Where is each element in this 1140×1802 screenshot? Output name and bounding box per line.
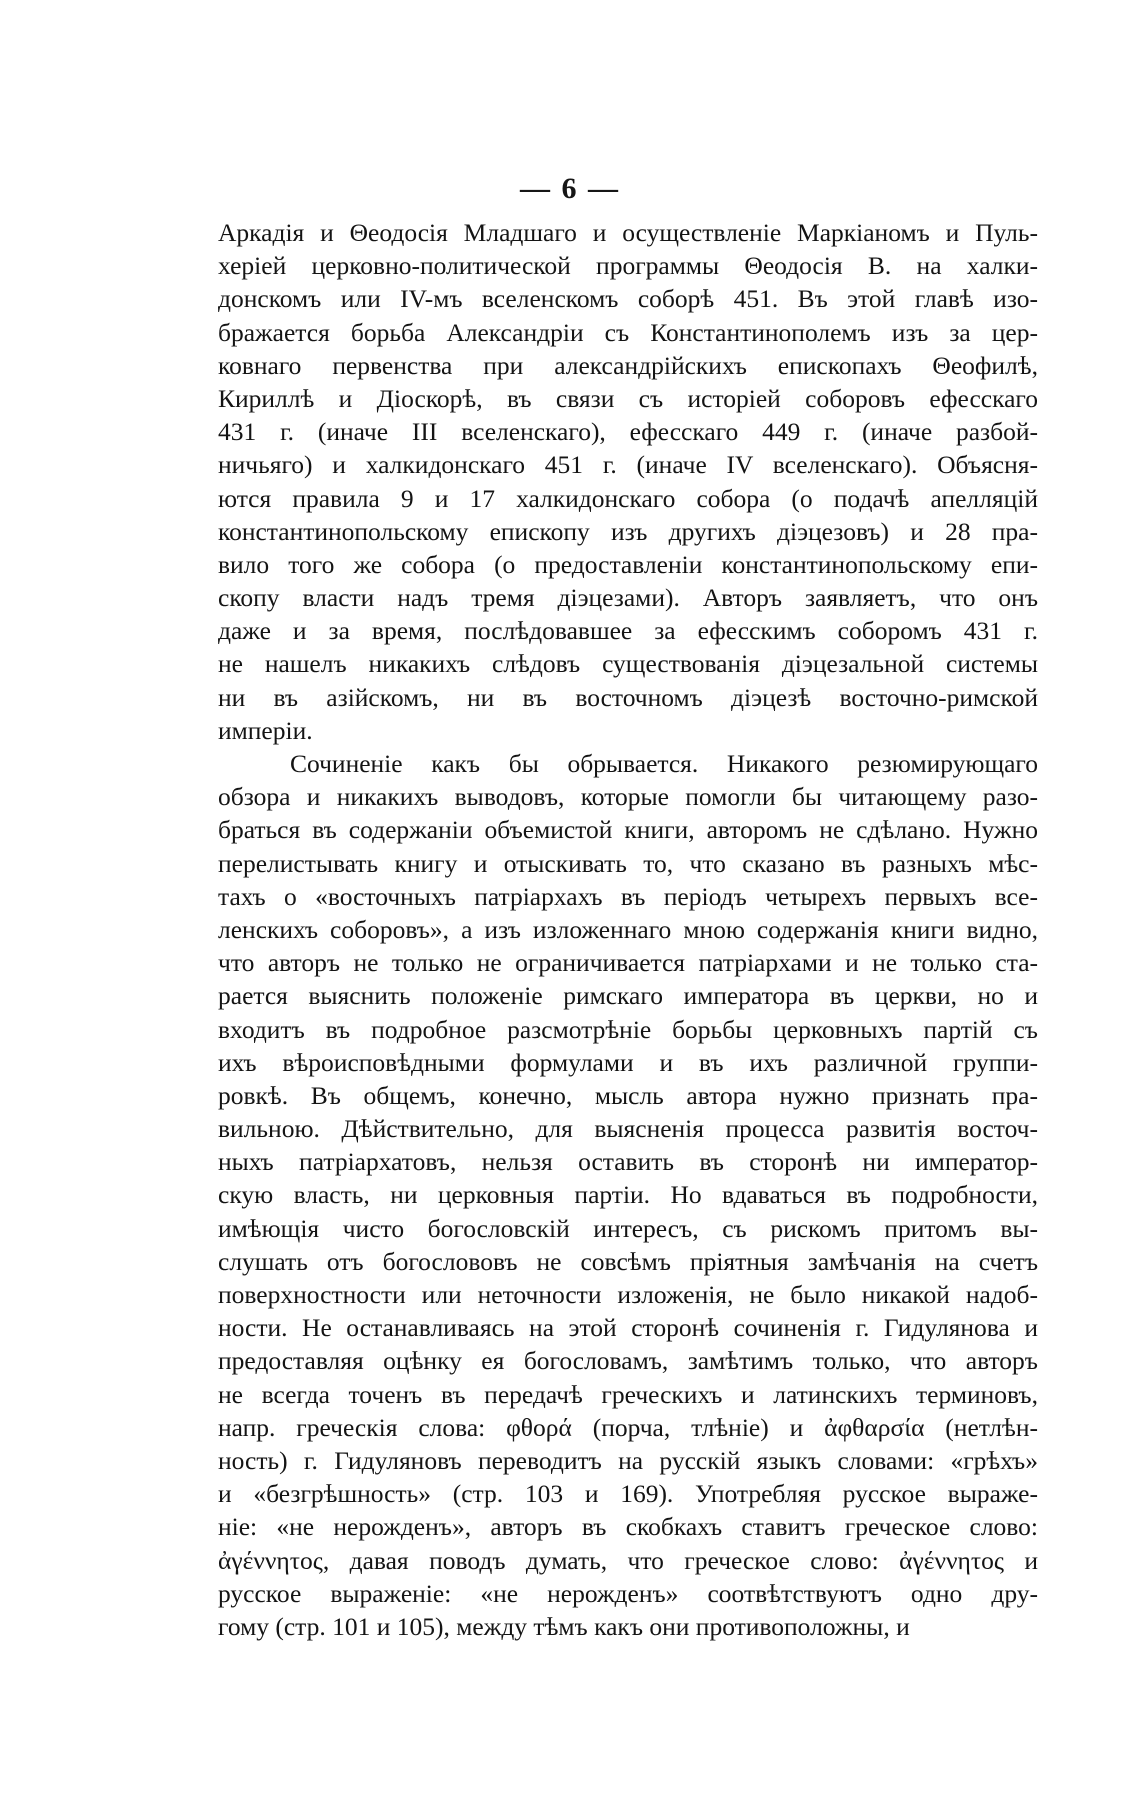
paragraph: [218, 747, 1038, 1643]
text-line: и «безгрѣшность» (стр. 103 и 169). Употребляя русское выраже-: [218, 1479, 1038, 1509]
body-text: [218, 216, 1038, 1643]
text-line: бражается борьба Александріи съ Константинополемъ изъ за цер-: [218, 317, 1038, 347]
text-line: не нашелъ никакихъ слѣдовъ существованія діэцезальной системы: [218, 649, 1038, 679]
text-line: ἀγέννητος, давая поводъ думать, что греческое слово: ἀγέννητος и: [218, 1545, 1038, 1575]
text-line: напр. греческія слова: φθορά (порча, тлѣніе) и ἀφθαρσία (нетлѣн-: [218, 1412, 1038, 1442]
text-line: поверхностности или неточности изложенія, не было никакой надоб-: [218, 1280, 1038, 1309]
text-line: ихъ вѣроисповѣдными формулами и въ ихъ различной группи-: [218, 1047, 1038, 1077]
text-line: херіей церковно-политической программы Θеодосія В. на халки-: [218, 251, 1038, 281]
text-line: вило того же собора (о предоставленіи константинопольскому епи-: [218, 549, 1038, 579]
text-line: скую власть, ни церковныя партіи. Но вдаваться въ подробности,: [218, 1180, 1038, 1210]
text-line: ковнаго первенства при александрійскихъ епископахъ Θеофилѣ,: [218, 350, 1038, 380]
text-line: ни въ азійскомъ, ни въ восточномъ діэцезѣ восточно-римской: [218, 682, 1038, 712]
text-line: гому (стр. 101 и 105), между тѣмъ какъ они противоположны, и: [218, 1611, 910, 1641]
text-line: Аркадія и Θеодосія Младшаго и осуществленіе Маркіаномъ и Пуль-: [218, 218, 1038, 247]
text-line: ются правила 9 и 17 халкидонскаго собора (о подачѣ апелляцій: [218, 483, 1038, 513]
text-line: не всегда точенъ въ передачѣ греческихъ и латинскихъ терминовъ,: [218, 1379, 1038, 1409]
text-line: ровкѣ. Въ общемъ, конечно, мысль автора нужно признать пра-: [218, 1080, 1038, 1110]
text-line: имѣющія чисто богословскій интересъ, съ рискомъ притомъ вы-: [218, 1213, 1038, 1243]
text-line: ныхъ патріархатовъ, нельзя оставить въ сторонѣ ни император-: [218, 1147, 1038, 1177]
text-line: Сочиненіе какъ бы обрывается. Никакого резюмирующаго: [290, 749, 1038, 778]
text-line: даже и за время, послѣдовавшее за ефесскимъ соборомъ 431 г.: [218, 616, 1038, 646]
paragraph: [218, 216, 1038, 747]
text-line: рается выяснить положеніе римскаго императора въ церкви, но и: [218, 981, 1038, 1011]
text-line: Кириллѣ и Діоскорѣ, въ связи съ исторіей соборовъ ефесскаго: [218, 383, 1038, 413]
text-line: тахъ о «восточныхъ патріархахъ въ періодъ четырехъ первыхъ все-: [218, 881, 1038, 911]
text-line: 431 г. (иначе III вселенскаго), ефесскаго 449 г. (иначе разбой-: [218, 417, 1038, 447]
text-line: скопу власти надъ тремя діэцезами). Авторъ заявляетъ, что онъ: [218, 583, 1038, 613]
text-line: вильною. Дѣйствительно, для выясненія процесса развитія восточ-: [218, 1114, 1038, 1144]
text-line: предоставляя оцѣнку ея богословамъ, замѣтимъ только, что авторъ: [218, 1346, 1038, 1376]
page-number: — 6 —: [520, 172, 620, 205]
text-line: ленскихъ соборовъ», а изъ изложеннаго мною содержанія книги видно,: [218, 914, 1038, 944]
text-line: обзора и никакихъ выводовъ, которые помогли бы читающему разо-: [218, 782, 1038, 812]
text-line: константинопольскому епископу изъ другихъ діэцезовъ) и 28 пра-: [218, 516, 1038, 546]
text-line: слушать отъ богослововъ не совсѣмъ пріятныя замѣчанія на счетъ: [218, 1246, 1038, 1276]
text-line: русское выраженіе: «не нерожденъ» соотвѣтствуютъ одно дру-: [218, 1578, 1038, 1608]
text-line: перелистывать книгу и отыскивать то, что сказано въ разныхъ мѣс-: [218, 848, 1038, 878]
text-line: ность) г. Гидуляновъ переводитъ на русскій языкъ словами: «грѣхъ»: [218, 1445, 1038, 1475]
text-line: ности. Не останавливаясь на этой сторонѣ сочиненія г. Гидулянова и: [218, 1313, 1038, 1343]
text-line: имперіи.: [218, 715, 313, 745]
text-line: ничьяго) и халкидонскаго 451 г. (иначе IV вселенскаго). Объясня-: [218, 450, 1038, 480]
text-line: браться въ содержаніи объемистой книги, авторомъ не сдѣлано. Нужно: [218, 815, 1038, 845]
text-line: ніе: «не нерожденъ», авторъ въ скобкахъ ставитъ греческое слово:: [218, 1512, 1038, 1542]
text-line: что авторъ не только не ограничивается патріархами и не только ста-: [218, 948, 1038, 978]
text-line: входитъ въ подробное разсмотрѣніе борьбы церковныхъ партій съ: [218, 1014, 1038, 1044]
text-line: донскомъ или IV-мъ вселенскомъ соборѣ 451. Въ этой главѣ изо-: [218, 284, 1038, 314]
